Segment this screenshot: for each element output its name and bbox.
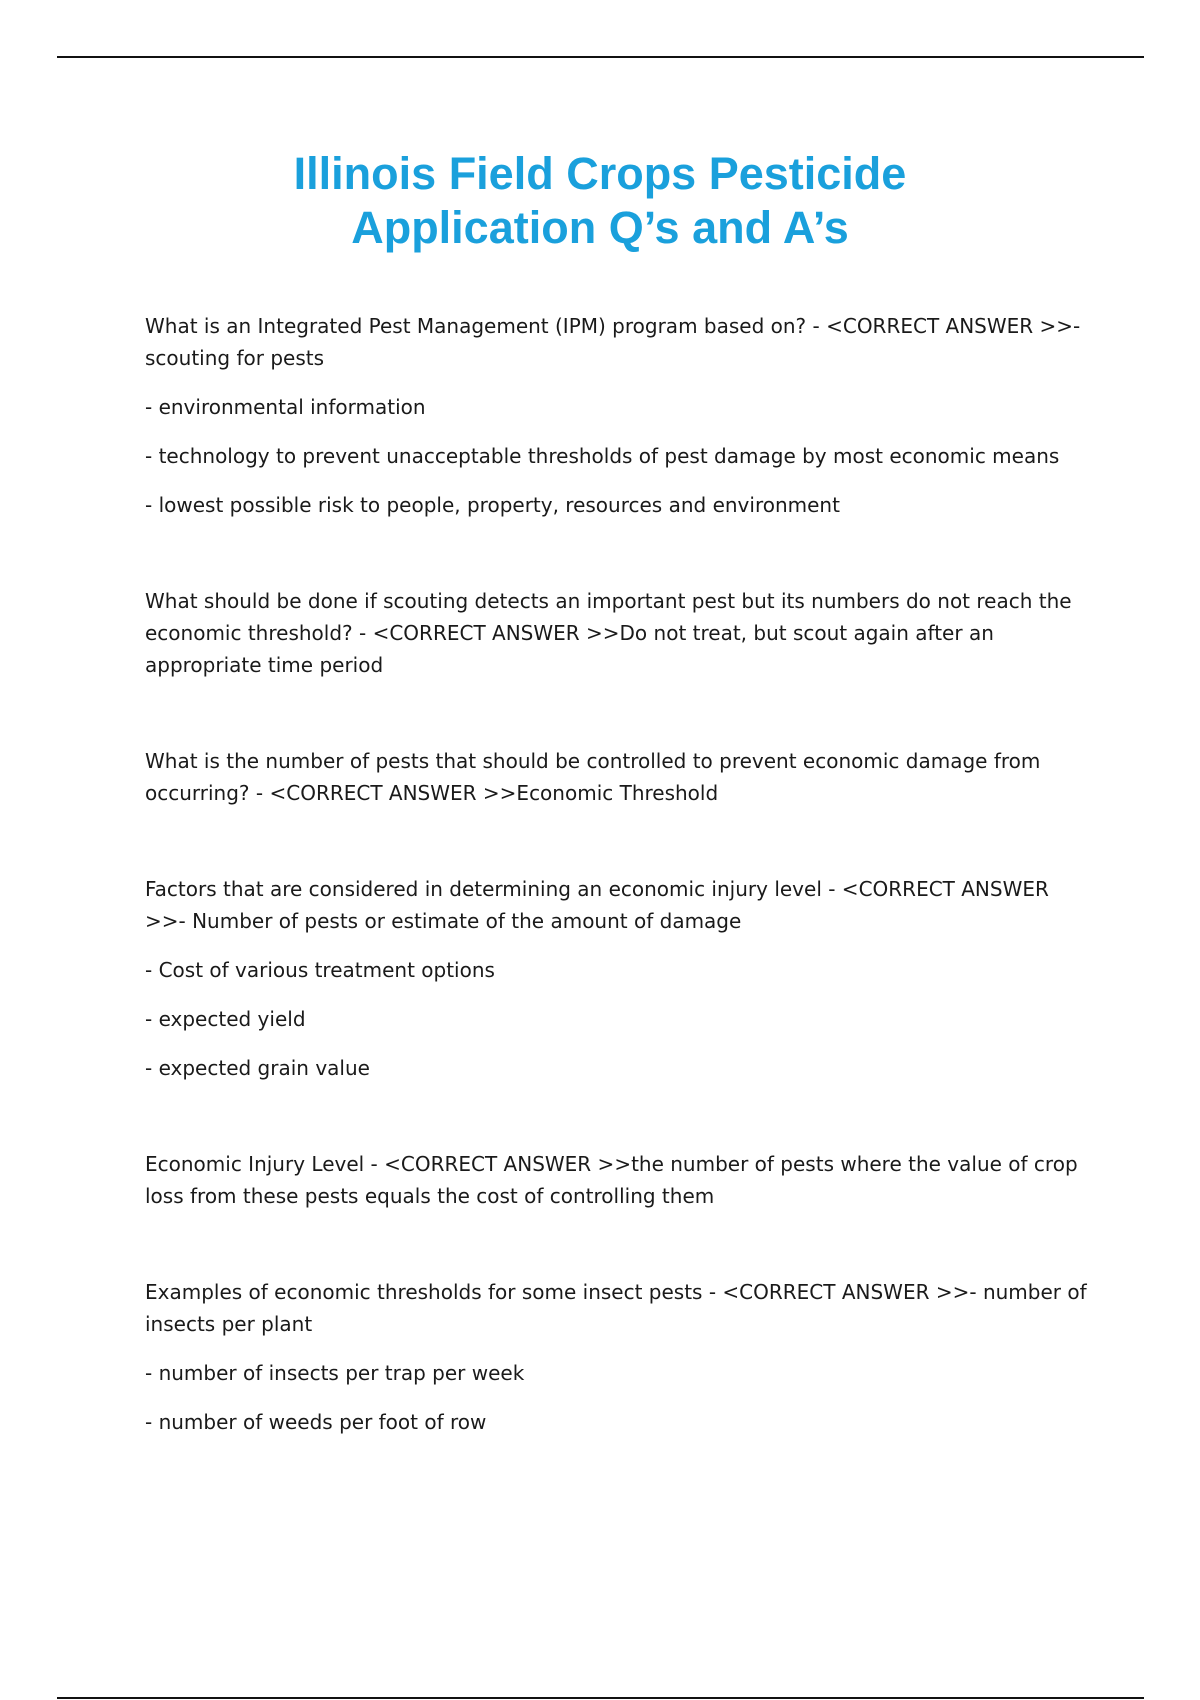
qa-item-3 bbox=[145, 745, 1095, 809]
qa-item-1 bbox=[145, 310, 1095, 521]
title-line-1: Illinois Field Crops Pesticide bbox=[293, 148, 907, 199]
page-title bbox=[0, 147, 1200, 255]
qa-item-5 bbox=[145, 1148, 1095, 1212]
qa-question: Economic Injury Level - <CORRECT ANSWER >>the number of pests where the value of crop loss from these pests equals the cost of controlling them bbox=[145, 1152, 1078, 1208]
qa-item-4 bbox=[145, 873, 1095, 1084]
qa-answer-line: - lowest possible risk to people, property, resources and environment bbox=[145, 493, 840, 517]
qa-answer-line: - technology to prevent unacceptable thresholds of pest damage by most economic means bbox=[145, 444, 1060, 468]
qa-answer-line: - expected grain value bbox=[145, 1056, 370, 1080]
qa-answer-line: - environmental information bbox=[145, 395, 426, 419]
qa-answer-line: - Cost of various treatment options bbox=[145, 958, 495, 982]
qa-item-2 bbox=[145, 585, 1095, 681]
qa-question: What is the number of pests that should be controlled to prevent economic damage from occurring? - <CORRECT ANSWER >>Economic Threshold bbox=[145, 749, 1041, 805]
qa-list bbox=[145, 310, 1095, 1438]
qa-item-6 bbox=[145, 1276, 1095, 1438]
qa-question: Factors that are considered in determining an economic injury level - <CORRECT ANSWER >>- Number of pests or estimate of the amount of damage bbox=[145, 877, 1049, 933]
title-line-2: Application Q’s and A’s bbox=[351, 202, 849, 253]
qa-answer-line: - number of insects per trap per week bbox=[145, 1361, 525, 1385]
qa-question: What should be done if scouting detects an important pest but its numbers do not reach the economic threshold? - <CORRECT ANSWER >>Do not treat, but scout again after an appropriate time period bbox=[145, 589, 1072, 677]
qa-answer-line: - expected yield bbox=[145, 1007, 306, 1031]
qa-answer-line: - number of weeds per foot of row bbox=[145, 1410, 487, 1434]
qa-question: What is an Integrated Pest Management (IPM) program based on? - <CORRECT ANSWER >>- scouting for pests bbox=[145, 314, 1081, 370]
top-rule bbox=[57, 56, 1144, 58]
qa-question: Examples of economic thresholds for some insect pests - <CORRECT ANSWER >>- number of insects per plant bbox=[145, 1280, 1087, 1336]
bottom-rule bbox=[57, 1697, 1144, 1699]
